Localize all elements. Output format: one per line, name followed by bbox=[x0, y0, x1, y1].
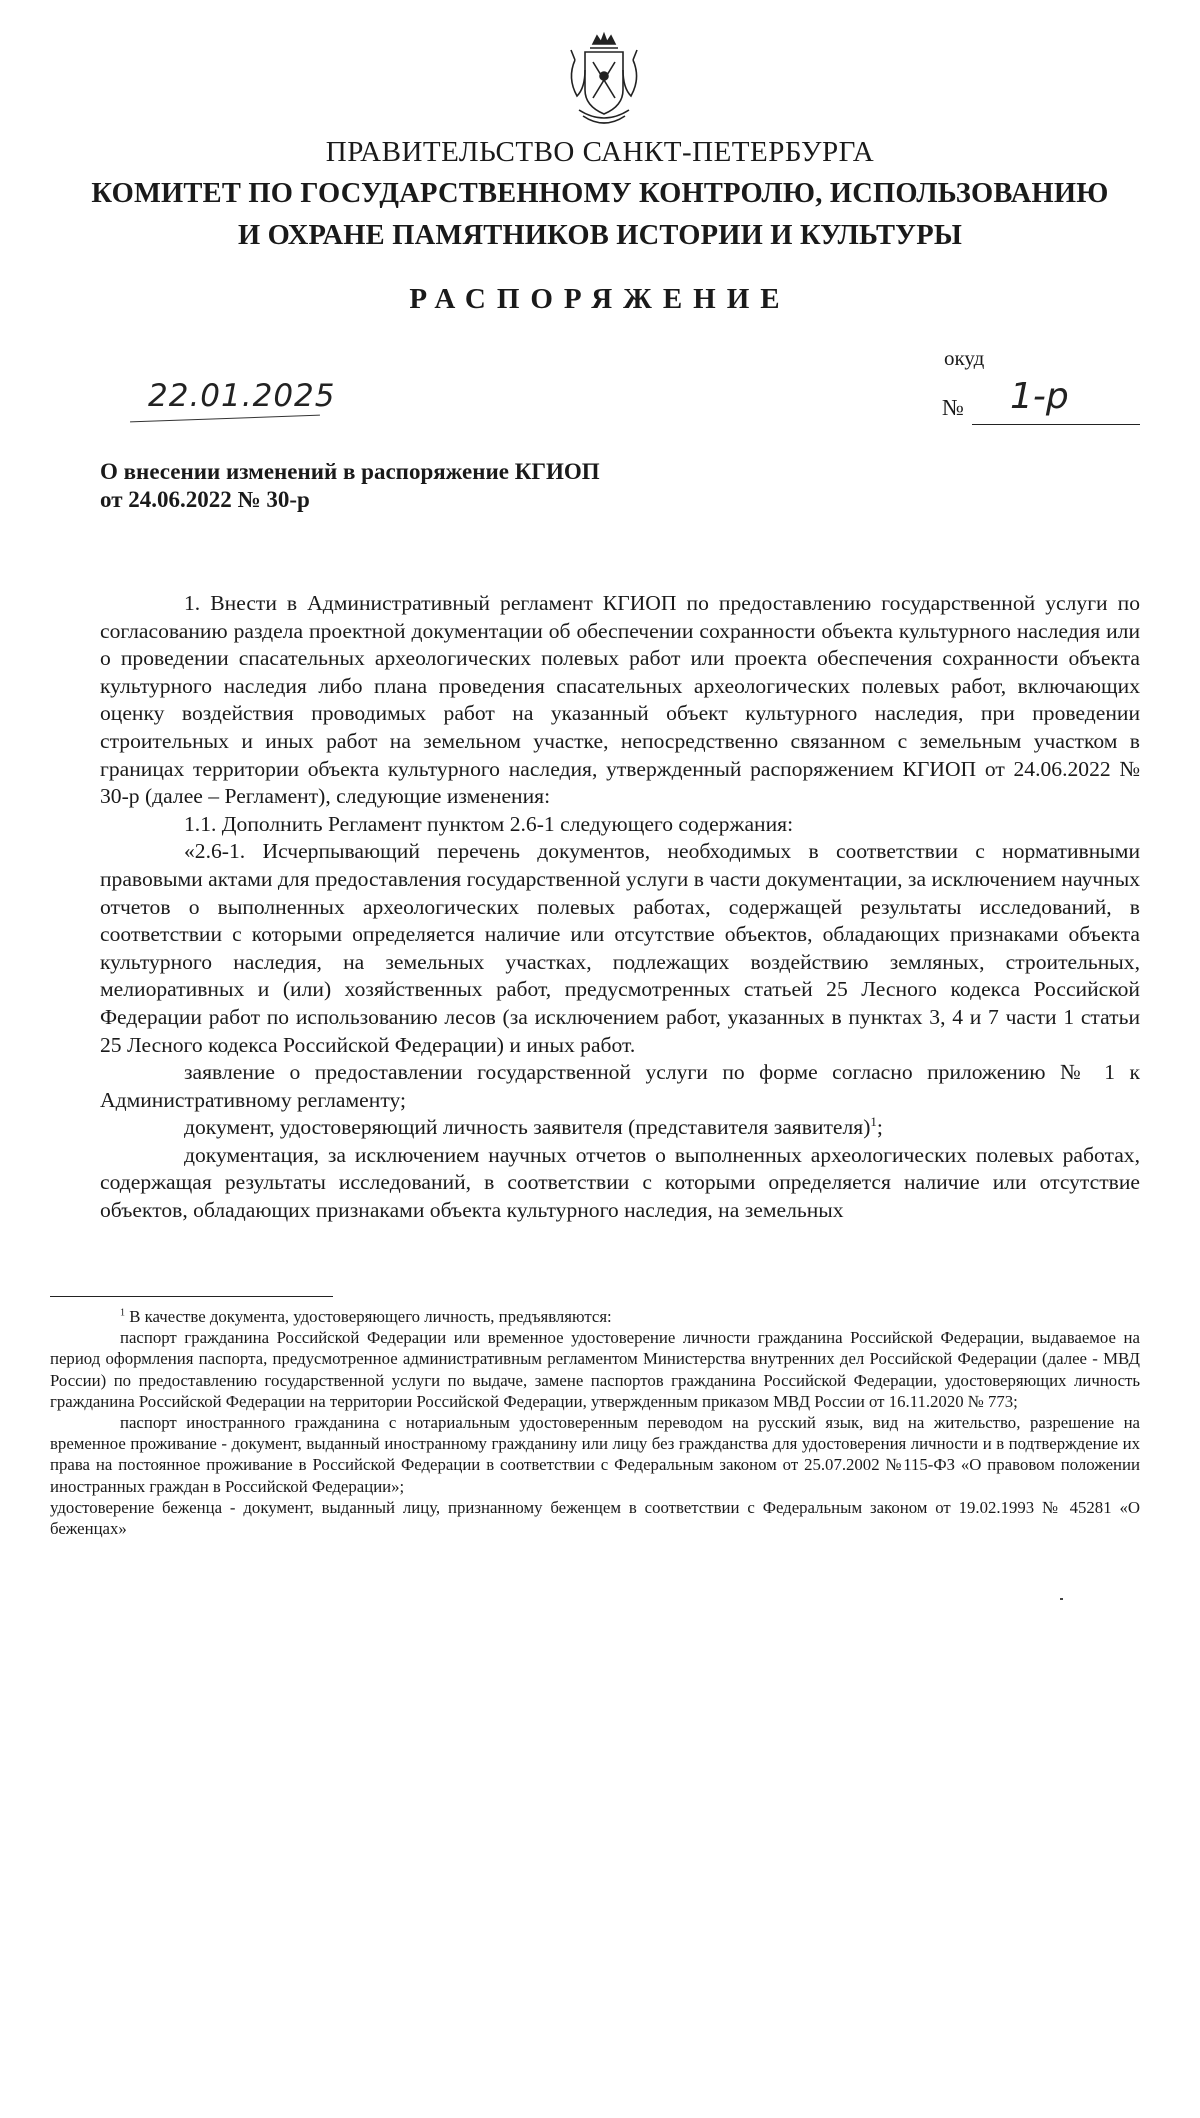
body-paragraph: «2.6-1. Исчерпывающий перечень документов, необходимых в соответствии с нормативными правовыми актами для предоставления государственной услуги в части документации, за исключением научных отчетов о выполненных археологических полевых работах, содержащей результаты исследований, в соответствии с которыми определяется наличие или отсутствие объектов, обладающих признаками объекта культурного наследия, на земельных участках, подлежащих воздействию земляных, строительных, мелиоративных и (или) хозяйственных работ, предусмотренных статьей 25 Лесного кодекса Российской Федерации работ по использованию лесов (за исключением работ, указанных в пунктах 3, 4 и 7 части 1 статьи 25 Лесного кодекса Российской Федерации) и иных работ. bbox=[100, 839, 1140, 1057]
footnote-intro bbox=[50, 1306, 1140, 1327]
document-type: РАСПОРЯЖЕНИЕ bbox=[409, 283, 791, 315]
footnote-text: В качестве документа, удостоверяющего личность, предъявляются: bbox=[125, 1307, 612, 1326]
footnote-ref: 1 bbox=[870, 1114, 877, 1130]
body-text: документ, удостоверяющий личность заявителя (представителя заявителя) bbox=[184, 1115, 871, 1140]
okud-label: окуд bbox=[944, 346, 985, 370]
document-body bbox=[100, 590, 1140, 1225]
footnote-item: паспорт иностранного гражданина с нотариальным удостоверенным переводом на русский язык, вид на жительство, разрешение на временное проживание - документ, выданный иностранному гражданину или лицу без гражданства для удостоверения личности и в подтверждение их права на постоянное проживание в Российской Федерации в соответствии с Федеральным законом от 25.07.2002 №115-ФЗ «О правовом положении иностранных граждан в Российской Федерации»; bbox=[50, 1413, 1140, 1496]
footnote-number: 1 bbox=[120, 1307, 126, 1319]
footnotes bbox=[50, 1306, 1140, 1539]
footnote-separator bbox=[50, 1296, 333, 1297]
scan-speck bbox=[1060, 1598, 1063, 1600]
body-paragraph bbox=[100, 1114, 1140, 1142]
committee-name-line1: КОМИТЕТ ПО ГОСУДАРСТВЕННОМУ КОНТРОЛЮ, ИСПОЛЬЗОВАНИЮ bbox=[91, 178, 1109, 209]
body-paragraph: заявление о предоставлении государственной услуги по форме согласно приложению № 1 к Административному регламенту; bbox=[100, 1060, 1140, 1112]
body-paragraph: 1.1. Дополнить Регламент пунктом 2.6-1 следующего содержания: bbox=[184, 811, 794, 836]
coat-of-arms-icon bbox=[563, 30, 645, 130]
footnote-item: паспорт гражданина Российской Федерации или временное удостоверение личности гражданина Российской Федерации, выдаваемое на период оформления паспорта, предусмотренное административным регламентом Министерства внутренних дел Российской Федерации (далее - МВД России) по предоставлению государственной услуги по выдаче, замене паспортов гражданина Российской Федерации, удостоверяющих личность гражданина Российской Федерации на территории Российской Федерации, утвержденным приказом МВД России от 16.11.2020 № 773; bbox=[50, 1328, 1140, 1411]
subject-line1: О внесении изменений в распоряжение КГИОП bbox=[100, 459, 600, 484]
number-underline bbox=[972, 424, 1140, 425]
number-label: № bbox=[942, 395, 964, 420]
document-subject bbox=[100, 458, 600, 514]
number-handwritten: 1-р bbox=[1010, 376, 1069, 417]
footnote-item: удостоверение беженца - документ, выданный лицу, признанному беженцем в соответствии с Федеральным законом от 19.02.1993 № 45281 «О беженцах» bbox=[50, 1497, 1140, 1539]
date-underline bbox=[130, 415, 320, 423]
subject-line2: от 24.06.2022 № 30-р bbox=[100, 487, 310, 512]
body-paragraph: 1. Внести в Административный регламент КГИОП по предоставлению государственной услуги по согласованию раздела проектной документации об обеспечении сохранности объекта культурного наследия или о проведении спасательных археологических полевых работ или проекта обеспечения сохранности объекта культурного наследия либо плана проведения спасательных археологических полевых работ, включающих оценку воздействия проводимых работ на указанный объект культурного наследия, при проведении строительных и иных работ на земельном участке, непосредственно связанном с земельным участком в границах территории объекта культурного наследия, утвержденный распоряжением КГИОП от 24.06.2022 № 30-р (далее – Регламент), следующие изменения: bbox=[100, 591, 1140, 809]
date-handwritten: 22.01.2025 bbox=[148, 378, 336, 414]
committee-name-line2: И ОХРАНЕ ПАМЯТНИКОВ ИСТОРИИ И КУЛЬТУРЫ bbox=[237, 220, 963, 251]
government-name: ПРАВИТЕЛЬСТВО САНКТ-ПЕТЕРБУРГА bbox=[325, 136, 875, 168]
body-text-end: ; bbox=[876, 1115, 883, 1140]
document-date bbox=[130, 378, 336, 422]
body-paragraph: документация, за исключением научных отчетов о выполненных археологических полевых работах, содержащая результаты исследований, в соответствии с которыми определяется наличие или отсутствие объектов, обладающих признаками объекта культурного наследия, на земельных bbox=[100, 1142, 1140, 1223]
